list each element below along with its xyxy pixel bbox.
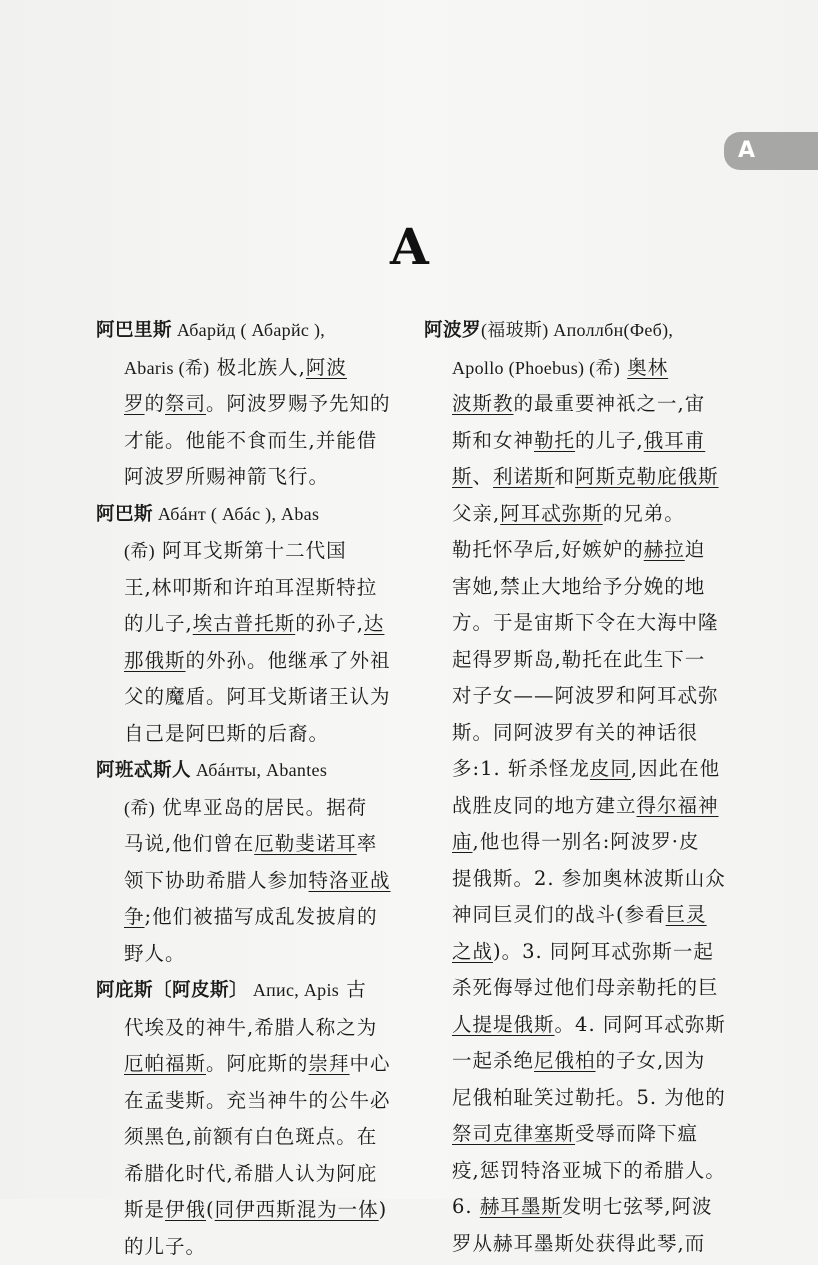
- foreign-term: (希): [124, 798, 155, 818]
- entry-text-line: [424, 970, 742, 1007]
- text-span: )。3. 同阿耳忒弥斯一起: [493, 940, 714, 963]
- foreign-term: (希): [124, 541, 155, 561]
- text-span: 。4. 同阿耳忒弥斯: [555, 1013, 726, 1036]
- cross-reference: 祭司: [452, 1122, 493, 1145]
- text-span: 优卑亚岛的居民。据荷: [155, 796, 367, 819]
- cross-reference: 争: [124, 905, 145, 928]
- text-span: 杀死侮辱过他们母亲勒托的巨: [452, 976, 719, 999]
- entry-text-line: [96, 1010, 411, 1047]
- entry-text-line: [96, 863, 411, 900]
- entry-text-line: [96, 570, 411, 607]
- text-span: 提俄斯。2. 参加奥林波斯山众: [452, 867, 726, 890]
- dictionary-entry: [96, 496, 411, 753]
- text-span: 马说,他们曾在: [124, 832, 254, 855]
- entry-text-line: [96, 459, 411, 496]
- right-column: [424, 312, 742, 1262]
- entry-text-line: [96, 936, 411, 973]
- headword: 阿巴里斯: [96, 320, 172, 341]
- entry-headline: [96, 752, 411, 790]
- entry-text-line: [424, 496, 742, 533]
- entry-headline: [424, 312, 742, 350]
- entry-text-line: [96, 899, 411, 936]
- foreign-term: Абáнты, Abantes: [191, 760, 327, 780]
- entry-headline: [96, 496, 411, 534]
- text-span: 起得罗斯岛,勒托在此生下一: [452, 648, 705, 671]
- entry-headline: [96, 972, 411, 1010]
- cross-reference: 特洛亚战: [309, 869, 391, 892]
- text-span: 的: [145, 392, 166, 415]
- foreign-term: Apollo (Phoebus) (希): [452, 358, 620, 378]
- text-span: 的子女,因为: [596, 1049, 706, 1072]
- cross-reference: 庙: [452, 830, 473, 853]
- text-span: 迫: [685, 538, 706, 561]
- cross-reference: 赫拉: [644, 538, 685, 561]
- entry-headline: [96, 312, 411, 350]
- entry-text-line: [96, 716, 411, 753]
- text-span: 的儿子。: [124, 1235, 206, 1258]
- text-span: 多:1. 斩杀怪龙: [452, 757, 590, 780]
- entry-text-line: [96, 1046, 411, 1083]
- cross-reference: 俄耳甫: [644, 429, 706, 452]
- foreign-term: Апис, Apis: [248, 980, 339, 1000]
- text-span: 希腊化时代,希腊人认为阿庇: [124, 1162, 377, 1185]
- entry-text-line: [96, 533, 411, 570]
- text-span: ,他也得一别名:阿波罗·皮: [473, 830, 700, 853]
- entry-text-line: [424, 1226, 742, 1263]
- text-span: 才能。他能不食而生,并能借: [124, 429, 377, 452]
- text-span: 方。于是宙斯下令在大海中隆: [452, 611, 719, 634]
- text-span: 须黑色,前额有白色斑点。在: [124, 1125, 377, 1148]
- entry-text-line: [96, 643, 411, 680]
- entry-text-line: [96, 1229, 411, 1265]
- foreign-term: Абáнт ( Абáс ), Abas: [153, 504, 319, 524]
- entry-text-line: [96, 386, 411, 423]
- text-span: 。阿庇斯的: [206, 1052, 309, 1075]
- cross-reference: 崇拜: [309, 1052, 350, 1075]
- cross-reference: 赫耳墨斯: [480, 1195, 562, 1218]
- text-span: 战胜皮同的地方建立: [452, 794, 637, 817]
- text-span: 阿波罗所赐神箭飞行。: [124, 465, 329, 488]
- cross-reference: 提堤俄斯: [473, 1013, 555, 1036]
- entry-text-line: [424, 897, 742, 934]
- text-span: ,因此在他: [631, 757, 720, 780]
- cross-reference: 皮同: [590, 757, 631, 780]
- entry-text-line: [96, 1156, 411, 1193]
- text-span: 对子女——阿波罗和阿耳忒弥: [452, 684, 719, 707]
- entry-text-line: [424, 350, 742, 387]
- entry-text-line: [96, 826, 411, 863]
- entry-text-line: [424, 423, 742, 460]
- text-span: 领下协助希腊人参加: [124, 869, 309, 892]
- text-span: 6.: [452, 1195, 480, 1218]
- text-span: (: [206, 1198, 215, 1221]
- text-span: 的儿子,: [575, 429, 644, 452]
- dictionary-entry: [96, 972, 411, 1265]
- text-span: 极北族人,: [209, 356, 305, 379]
- headword: 阿巴斯: [96, 504, 153, 525]
- text-span: 代埃及的神牛,希腊人称之为: [124, 1016, 377, 1039]
- dictionary-entry: [96, 752, 411, 972]
- entry-text-line: [96, 1119, 411, 1156]
- cross-reference: 利诺斯: [493, 465, 555, 488]
- text-span: 的孙子,: [295, 612, 364, 635]
- cross-reference: 那俄斯: [124, 649, 186, 672]
- headword: 阿庇斯〔阿皮斯〕: [96, 980, 248, 1001]
- text-span: 斯。同阿波罗有关的神话很: [452, 721, 698, 744]
- entry-text-line: [424, 1007, 742, 1044]
- cross-reference: 斯: [452, 465, 473, 488]
- text-span: 一起杀绝: [452, 1049, 534, 1072]
- text-span: ;他们被描写成乱发披肩的: [145, 905, 378, 928]
- cross-reference: 厄勒斐诺耳: [254, 832, 357, 855]
- text-span: 野人。: [124, 942, 186, 965]
- text-span: 受辱而降下瘟: [575, 1122, 698, 1145]
- cross-reference: 勒托: [534, 429, 575, 452]
- text-span: 罗从赫耳墨斯处获得此琴,而: [452, 1232, 705, 1255]
- text-span: 斯是: [124, 1198, 165, 1221]
- cross-reference: 达: [364, 612, 385, 635]
- cross-reference: 阿耳忒弥斯: [500, 502, 603, 525]
- cross-reference: 埃古普托斯: [193, 612, 296, 635]
- entry-text-line: [424, 824, 742, 861]
- text-span: 自己是阿巴斯的后裔。: [124, 722, 329, 745]
- text-span: 率: [357, 832, 378, 855]
- entry-text-line: [96, 1192, 411, 1229]
- text-span: ): [379, 1198, 388, 1221]
- text-span: 疫,惩罚特洛亚城下的希腊人。: [452, 1159, 726, 1182]
- entry-text-line: [424, 678, 742, 715]
- text-span: 王,林叩斯和许珀耳涅斯特拉: [124, 576, 377, 599]
- entry-text-line: [424, 569, 742, 606]
- text-span: 神同巨灵们的战斗(参看: [452, 903, 666, 926]
- entry-text-line: [424, 1080, 742, 1117]
- dictionary-entry: [96, 312, 411, 496]
- entry-text-line: [424, 1153, 742, 1190]
- foreign-term: Abaris (希): [124, 358, 209, 378]
- text-span: 、: [473, 465, 494, 488]
- text-span: 阿耳戈斯第十二代国: [155, 539, 347, 562]
- cross-reference: 之战: [452, 940, 493, 963]
- cross-reference: 罗: [124, 392, 145, 415]
- entry-text-line: [424, 532, 742, 569]
- entry-text-line: [424, 1116, 742, 1153]
- entry-text-line: [424, 788, 742, 825]
- cross-reference: 巨灵: [666, 903, 707, 926]
- text-span: 。阿波罗赐予先知的: [206, 392, 391, 415]
- cross-reference: 奥林: [627, 356, 668, 379]
- foreign-term: Абарйд ( Абарйс ),: [172, 320, 325, 340]
- cross-reference: 得尔福神: [637, 794, 719, 817]
- entry-text-line: [96, 350, 411, 387]
- text-span: 发明七弦琴,阿波: [562, 1195, 713, 1218]
- entry-text-line: [96, 679, 411, 716]
- text-span: 害她,禁止大地给予分娩的地: [452, 575, 705, 598]
- entry-text-line: [96, 423, 411, 460]
- text-span: 父的魔盾。阿耳戈斯诸王认为: [124, 685, 391, 708]
- left-column: [96, 312, 411, 1265]
- headword: 阿波罗: [424, 320, 481, 341]
- entry-text-line: [424, 751, 742, 788]
- text-span: 的外孙。他继承了外祖: [186, 649, 391, 672]
- entry-text-line: [424, 386, 742, 423]
- text-span: 的最重要神祇之一,宙: [514, 392, 706, 415]
- text-span: 中心: [350, 1052, 391, 1075]
- entry-text-line: [424, 459, 742, 496]
- cross-reference: 克律塞斯: [493, 1122, 575, 1145]
- entry-text-line: [424, 1043, 742, 1080]
- cross-reference: 阿斯克勒庇俄斯: [575, 465, 719, 488]
- section-thumb-tab: A: [724, 132, 818, 170]
- entry-text-line: [96, 790, 411, 827]
- cross-reference: 同伊西斯混为一体: [215, 1198, 379, 1221]
- entry-text-line: [424, 605, 742, 642]
- text-span: 在孟斐斯。充当神牛的公牛必: [124, 1089, 391, 1112]
- text-span: 尼俄柏耻笑过勒托。5. 为他的: [452, 1086, 726, 1109]
- text-span: 古: [339, 978, 367, 1001]
- text-span: 的兄弟。: [603, 502, 685, 525]
- entry-text-line: [96, 1083, 411, 1120]
- cross-reference: 阿波: [306, 356, 347, 379]
- cross-reference: 厄帕福斯: [124, 1052, 206, 1075]
- cross-reference: 祭司: [165, 392, 206, 415]
- text-span: 勒托怀孕后,好嫉妒的: [452, 538, 644, 561]
- text-span: 的儿子,: [124, 612, 193, 635]
- entry-text-line: [424, 715, 742, 752]
- text-span: 和: [555, 465, 576, 488]
- cross-reference: 伊俄: [165, 1198, 206, 1221]
- dictionary-entry: [424, 312, 742, 1262]
- text-span: 父亲,: [452, 502, 500, 525]
- section-letter-heading: A: [390, 222, 429, 272]
- entry-text-line: [424, 934, 742, 971]
- entry-text-line: [424, 861, 742, 898]
- cross-reference: 波斯教: [452, 392, 514, 415]
- headword: 阿班忒斯人: [96, 760, 191, 781]
- cross-reference: 尼俄柏: [534, 1049, 596, 1072]
- entry-text-line: [424, 642, 742, 679]
- entry-text-line: [424, 1189, 742, 1226]
- text-span: 斯和女神: [452, 429, 534, 452]
- cross-reference: 人: [452, 1013, 473, 1036]
- foreign-term: (福玻斯) Аполлбн(Феб),: [481, 320, 673, 340]
- entry-text-line: [96, 606, 411, 643]
